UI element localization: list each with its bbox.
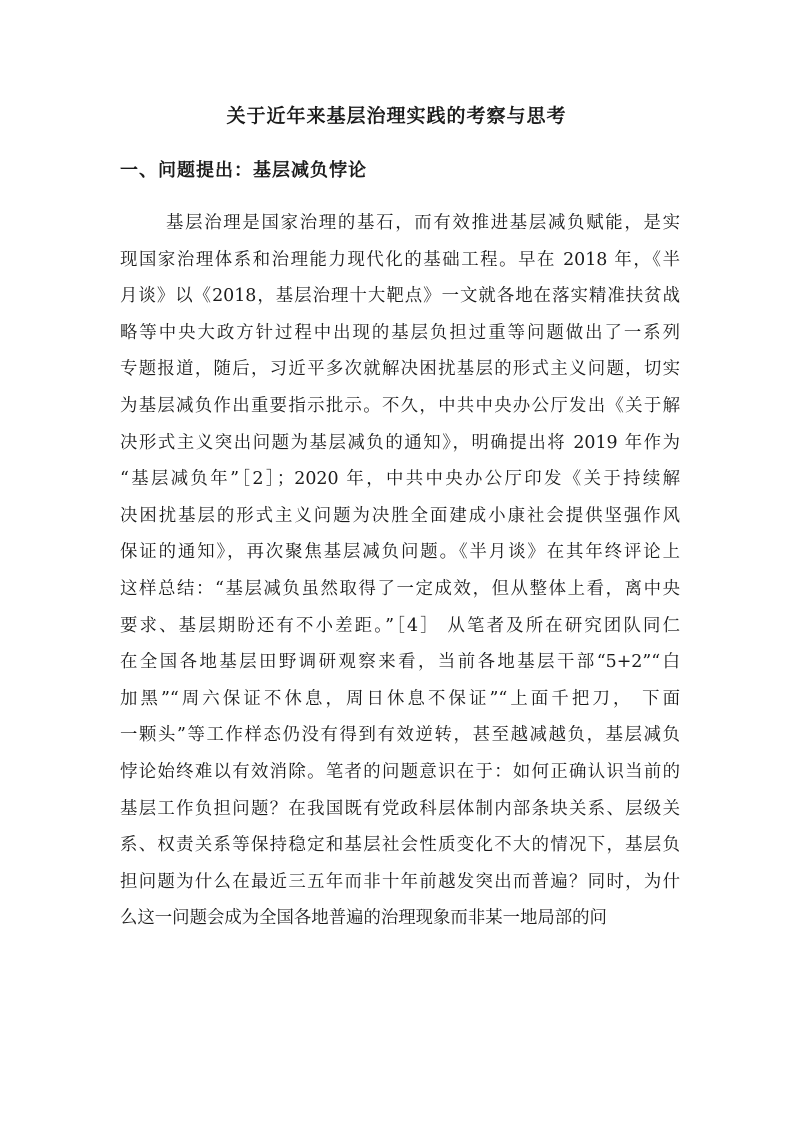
body-paragraph (120, 205, 680, 937)
paragraph-line: 么这一问题会成为全国各地普遍的治理现象而非某一地局部的问 (120, 908, 607, 929)
paragraph-line: 要求、基层期盼还有不小差距。”［4］ 从笔者及所在研究团队同仁 (120, 615, 680, 636)
paragraph-line: 为基层减负作出重要指示批示。不久，中共中央办公厅发出《关于解 (120, 395, 680, 416)
section-heading: 一、问题提出：基层减负悖论 (120, 160, 367, 181)
paragraph-line: “基层减负年”［2］；2020 年，中共中央办公厅印发《关于持续解 (120, 469, 680, 490)
paragraph-line: 悖论始终难以有效消除。笔者的问题意识在于：如何正确认识当前的 (120, 761, 680, 782)
paragraph-line: 略等中央大政方针过程中出现的基层负担过重等问题做出了一系列 (120, 322, 680, 343)
paragraph-line: 决形式主义突出问题为基层减负的通知》，明确提出将 2019 年作为 (120, 432, 680, 453)
paragraph-line: 保证的通知》，再次聚焦基层减负问题。《半月谈》在其年终评论上 (120, 542, 680, 563)
paragraph-line: 基层工作负担问题？在我国既有党政科层体制内部条块关系、层级关 (120, 798, 680, 819)
paragraph-line: 基层治理是国家治理的基石，而有效推进基层减负赋能，是实 (166, 213, 680, 233)
paragraph-line: 现国家治理体系和治理能力现代化的基础工程。早在 2018 年，《半 (120, 249, 680, 270)
paragraph-line: 担问题为什么在最近三五年而非十年前越发突出而普遍？同时，为什 (120, 871, 680, 892)
paragraph-line: 决困扰基层的形式主义问题为决胜全面建成小康社会提供坚强作风 (120, 505, 680, 526)
paragraph-line: 月谈》以《2018，基层治理十大靶点》一文就各地在落实精准扶贫战 (120, 286, 680, 307)
document-title: 关于近年来基层治理实践的考察与思考 (226, 105, 567, 127)
paragraph-line: 一颗头”等工作样态仍没有得到有效逆转，甚至越减越负，基层减负 (120, 725, 680, 746)
paragraph-line: 专题报道，随后，习近平多次就解决困扰基层的形式主义问题，切实 (120, 359, 680, 380)
paragraph-line: 这样总结：“基层减负虽然取得了一定成效，但从整体上看，离中央 (120, 578, 680, 599)
paragraph-line: 加黑”“周六保证不休息，周日休息不保证”“上面千把刀， 下面 (120, 688, 680, 709)
paragraph-line: 在全国各地基层田野调研观察来看，当前各地基层干部“5+2”“白 (120, 652, 680, 673)
paragraph-line: 系、权责关系等保持稳定和基层社会性质变化不大的情况下，基层负 (120, 835, 680, 856)
